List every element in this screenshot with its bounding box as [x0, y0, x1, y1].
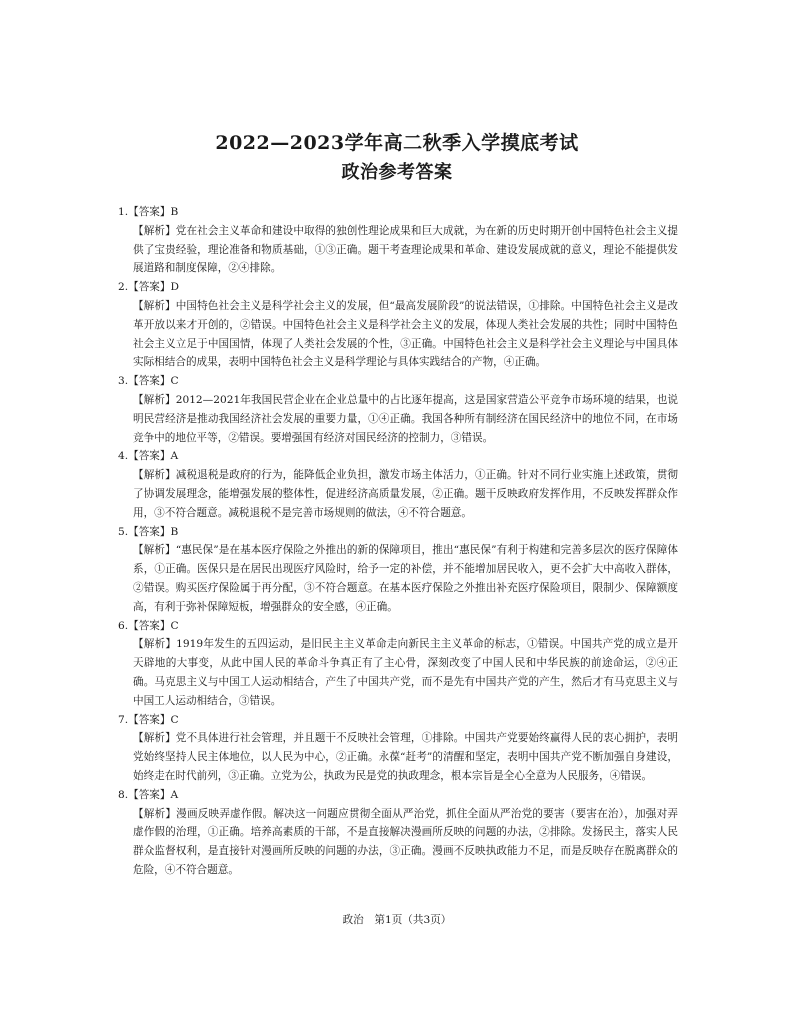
analysis-text: 【解析】减税退税是政府的行为，能降低企业负担，激发市场主体活力，①正确。针对不同行业实施上述政策，贯彻了协调发展理念，能增强发展的整体性，促进经济高质量发展，②正确。题干反映政府发挥作用，不反映发挥群众作用，③不符合题意。减税退税不是完善市场规则的做法，④不符合题意。 — [133, 469, 678, 519]
answer-list — [118, 203, 678, 880]
question-item-6 — [118, 617, 678, 711]
exam-title: 2022—2023学年高二秋季入学摸底考试 — [215, 132, 579, 154]
answer-line: 2.【答案】D — [118, 281, 179, 294]
question-item-1 — [118, 203, 678, 278]
answer-line: 8.【答案】A — [118, 788, 179, 801]
answer-line: 3.【答案】C — [118, 375, 179, 388]
answer-line: 6.【答案】C — [118, 619, 179, 632]
question-item-7 — [118, 711, 678, 786]
answer-line: 5.【答案】B — [118, 525, 179, 538]
question-item-4 — [118, 447, 678, 522]
analysis-text: 【解析】党不具体进行社会管理，并且题干不反映社会管理，①排除。中国共产党要始终赢得人民的衷心拥护，表明党始终坚持人民主体地位，以人民为中心，②正确。永葆“赶考”的清醒和坚定，表明中国共产党不断加强自身建设，始终走在时代前列，③正确。立党为公，执政为民是党的执政理念，根本宗旨是全心全意为人民服务，④错误。 — [133, 732, 678, 782]
question-item-2 — [118, 278, 678, 372]
answer-key-subtitle: 政治参考答案 — [341, 162, 453, 183]
question-item-8 — [118, 786, 678, 880]
answer-line: 4.【答案】A — [118, 450, 179, 463]
answer-line: 7.【答案】C — [118, 713, 179, 726]
analysis-text: 【解析】党在社会主义革命和建设中取得的独创性理论成果和巨大成就，为在新的历史时期开创中国特色社会主义提供了宝贵经验，理论准备和物质基础，①③正确。题干考查理论成果和革命、建设发展成就的意义，理论不能提供发展道路和制度保障，②④排除。 — [133, 224, 678, 275]
analysis-text: 【解析】2012—2021年我国民营企业在企业总量中的占比逐年提高，这是国家营造公平竞争市场环境的结果，也说明民营经济是推动我国经济社会发展的重要力量，①④正确。我国各种所有制经济在国民经济中的地位不同，在市场竞争中的地位平等，②错误。要增强国有经济对国民经济的控制力，③错误。 — [133, 393, 678, 444]
answer-line: 1.【答案】B — [118, 206, 179, 218]
analysis-text: 【解析】中国特色社会主义是科学社会主义的发展，但“最高发展阶段”的说法错误，①排除。中国特色社会主义是改革开放以来才开创的，②错误。中国特色社会主义是科学社会主义的发展，体现人类社会发展的共性；同时中国特色社会主义立足于中国国情，体现了人类社会发展的个性，③正确。中国特色社会主义是科学社会主义理论与中国具体实际相结合的成果，表明中国特色社会主义是科学理论与具体实践结合的产物，④正确。 — [133, 299, 678, 369]
analysis-text: 【解析】1919年发生的五四运动，是旧民主主义革命走向新民主主义革命的标志，①错误。中国共产党的成立是开天辟地的大事变，从此中国人民的革命斗争真正有了主心骨，深刻改变了中国人民和中华民族的前途命运，②④正确。马克思主义与中国工人运动相结合，产生了中国共产党，而不是先有中国共产党的产生，然后才有马克思主义与中国工人运动相结合，③错误。 — [133, 638, 678, 707]
analysis-text: 【解析】漫画反映弄虚作假。解决这一问题应贯彻全面从严治党，抓住全面从严治党的要害（要害在治），加强对弄虚作假的治理，①正确。培养高素质的干部，不是直接解决漫画所反映的问题的办法，②排除。发扬民主，落实人民群众监督权利，是直接针对漫画所反映的问题的办法，③正确。漫画不反映执政能力不足，而是反映存在脱离群众的危险，④不符合题意。 — [133, 807, 678, 876]
question-item-5 — [118, 523, 678, 617]
question-item-3 — [118, 372, 678, 447]
page-footer: 政治 第1页（共3页） — [342, 914, 452, 926]
analysis-text: 【解析】“惠民保”是在基本医疗保险之外推出的新的保障项目，推出“惠民保”有利于构建和完善多层次的医疗保障体系，①正确。医保只是在居民出现医疗风险时，给予一定的补偿，并不能增加居民收入，更不会扩大中高收入群体，②错误。购买医疗保险属于再分配，③不符合题意。在基本医疗保险之外推出补充医疗保险项目，限制少、保障额度高，有利于弥补保障短板，增强群众的安全感，④正确。 — [133, 544, 678, 613]
